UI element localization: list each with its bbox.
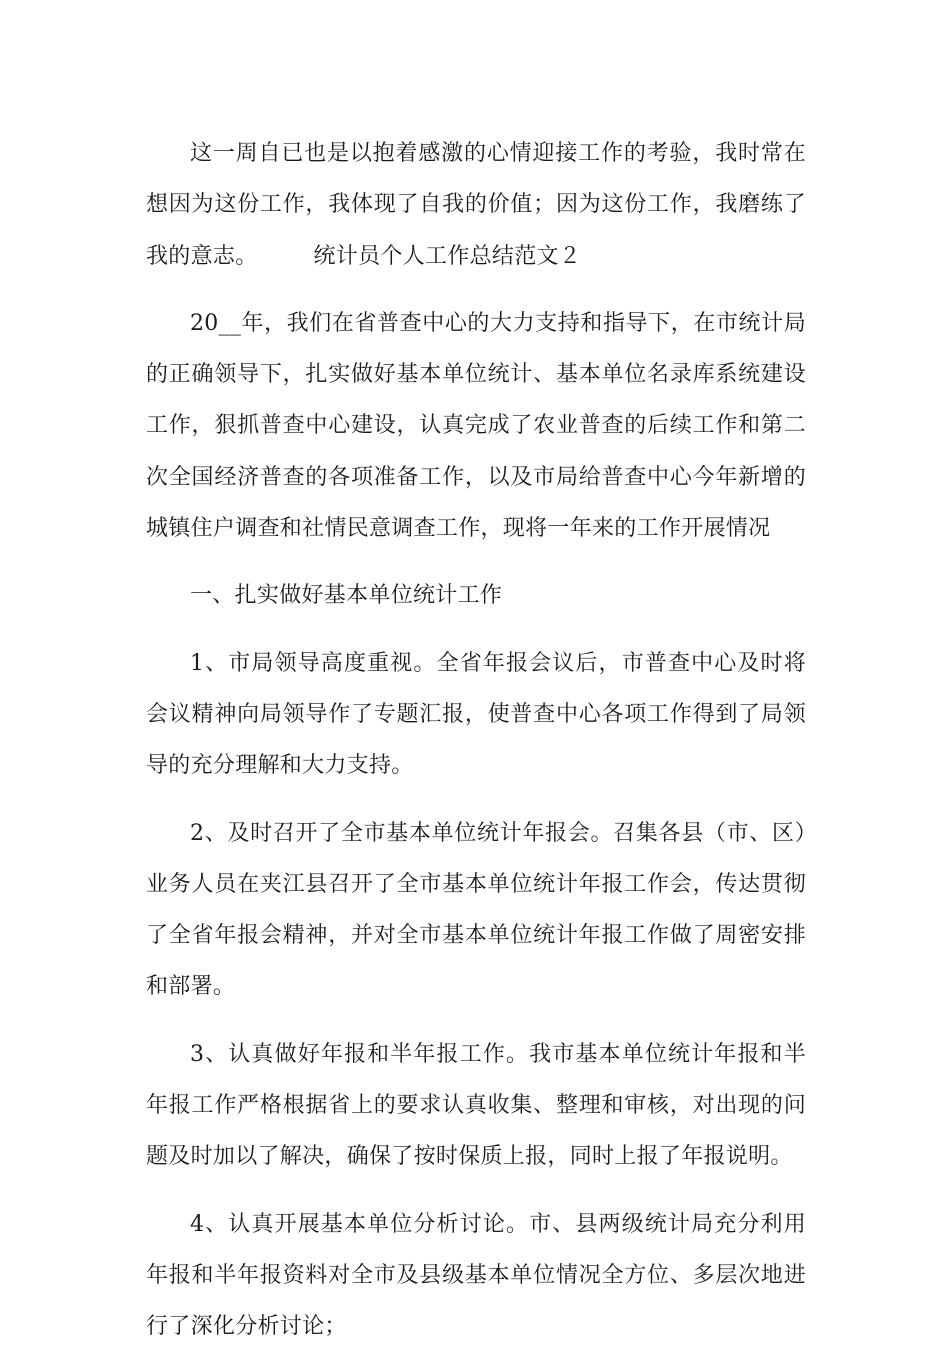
paragraph-item-4: 4、认真开展基本单位分析讨论。市、县两级统计局充分利用年报和半年报资料对全市及县级基本单位情况全方位、多层次地进行了深化分析讨论； [146,1211,806,1340]
section-heading-inline: 统计员个人工作总结范文２ [313,243,582,269]
paragraph-item-2: 2、及时召开了全市基本单位统计年报会。召集各县（市、区）业务人员在夹江县召开了全市基本单位统计年报工作会，传达贯彻了全省年报会精神，并对全市基本单位统计年报工作做了周密安排和部署。 [146,820,806,1000]
paragraph-2: 20__年，我们在省普查中心的大力支持和指导下，在市统计局的正确领导下，扎实做好基本单位统计、基本单位名录库系统建设工作，狠抓普查中心建设，认真完成了农业普查的后续工作和第二次全国经济普查的各项准备工作，以及市局给普查中心今年新增的城镇住户调查和社情民意调查工作，现将一年来的工作开展情况 [146,310,806,542]
paragraph-1 [146,128,806,282]
paragraph-1-text: 这一周自已也是以抱着感激的心情迎接工作的考验，我时常在想因为这份工作，我体现了自我的价值；因为这份工作，我磨练了我的意志。 [146,141,806,269]
paragraph-item-1: 1、市局领导高度重视。全省年报会议后，市普查中心及时将会议精神向局领导作了专题汇报，使普查中心各项工作得到了局领导的充分理解和大力支持。 [146,650,806,779]
document-page [146,128,806,1369]
section-heading-1: 一、扎实做好基本单位统计工作 [190,583,503,609]
paragraph-item-3: 3、认真做好年报和半年报工作。我市基本单位统计年报和半年报工作严格根据省上的要求认真收集、整理和审核，对出现的问题及时加以了解决，确保了按时保质上报，同时上报了年报说明。 [146,1041,806,1170]
